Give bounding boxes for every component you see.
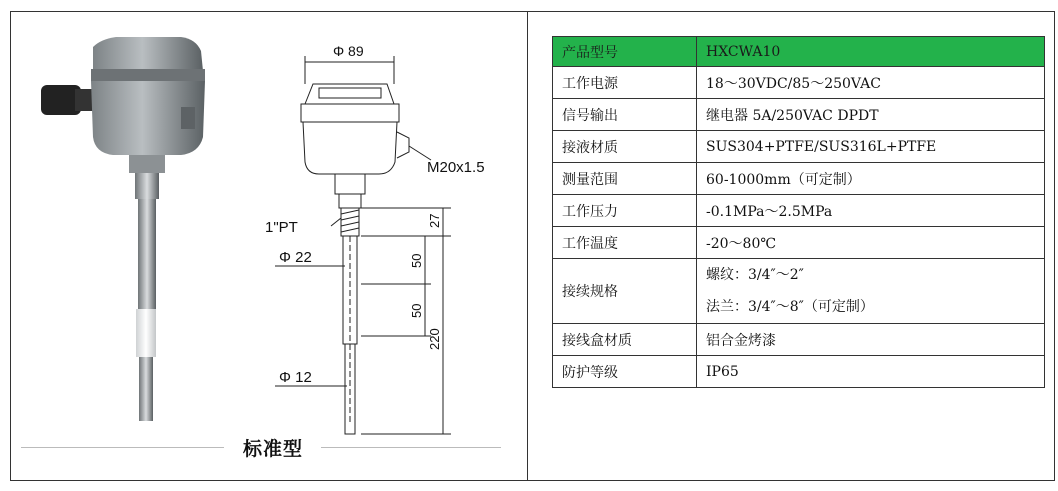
spec-key: 接续规格 xyxy=(553,259,697,324)
spec-table xyxy=(552,36,1045,388)
caption-rule-right xyxy=(321,447,501,448)
spec-header-row xyxy=(553,37,1045,67)
spec-value: 继电器 5A/250VAC DPDT xyxy=(697,99,1045,131)
spec-key: 工作温度 xyxy=(553,227,697,259)
spec-header-value: HXCWA10 xyxy=(697,37,1045,67)
spec-key: 测量范围 xyxy=(553,163,697,195)
spec-value xyxy=(697,259,1045,324)
sensor-photo xyxy=(31,27,261,437)
caption-rule-left xyxy=(21,447,224,448)
dim-50b-label: 50 xyxy=(409,303,424,318)
spec-key: 信号输出 xyxy=(553,99,697,131)
spec-value: SUS304+PTFE/SUS316L+PTFE xyxy=(697,131,1045,163)
spec-key: 接线盒材质 xyxy=(553,324,697,356)
dim-22-label: Φ 22 xyxy=(279,249,312,266)
spec-value: 铝合金烤漆 xyxy=(697,324,1045,356)
spec-key: 防护等级 xyxy=(553,356,697,388)
spec-value: 60-1000mm（可定制） xyxy=(697,163,1045,195)
caption-block xyxy=(21,434,501,460)
product-image-panel xyxy=(11,12,527,480)
spec-value-line: 法兰：3/4″～8″（可定制） xyxy=(706,299,874,315)
dimension-drawing xyxy=(261,22,527,442)
table-row xyxy=(553,259,1045,324)
table-row xyxy=(553,324,1045,356)
spec-value-line: 螺纹：3/4″～2″ xyxy=(706,267,804,283)
dim-50a-label: 50 xyxy=(409,253,424,268)
spec-value: 18～30VDC/85～250VAC xyxy=(697,67,1045,99)
table-row xyxy=(553,356,1045,388)
table-row xyxy=(553,163,1045,195)
table-row xyxy=(553,227,1045,259)
dim-220-label: 220 xyxy=(427,328,442,350)
table-row xyxy=(553,195,1045,227)
spec-key: 工作压力 xyxy=(553,195,697,227)
dim-27-label: 27 xyxy=(427,213,442,228)
spec-value: -0.1MPa～2.5MPa xyxy=(697,195,1045,227)
spec-value: -20～80℃ xyxy=(697,227,1045,259)
panel-divider xyxy=(527,11,528,481)
spec-key: 接液材质 xyxy=(553,131,697,163)
spec-value: IP65 xyxy=(697,356,1045,388)
table-row xyxy=(553,67,1045,99)
table-row xyxy=(553,131,1045,163)
dim-head-diameter: Φ 89 xyxy=(333,43,364,59)
dim-12-label: Φ 12 xyxy=(279,369,312,386)
spec-key: 工作电源 xyxy=(553,67,697,99)
dim-thread-label: M20x1.5 xyxy=(427,159,485,176)
table-row xyxy=(553,99,1045,131)
model-caption: 标准型 xyxy=(243,438,304,460)
dim-pt-label: 1"PT xyxy=(265,219,298,236)
spec-header-key: 产品型号 xyxy=(553,37,697,67)
